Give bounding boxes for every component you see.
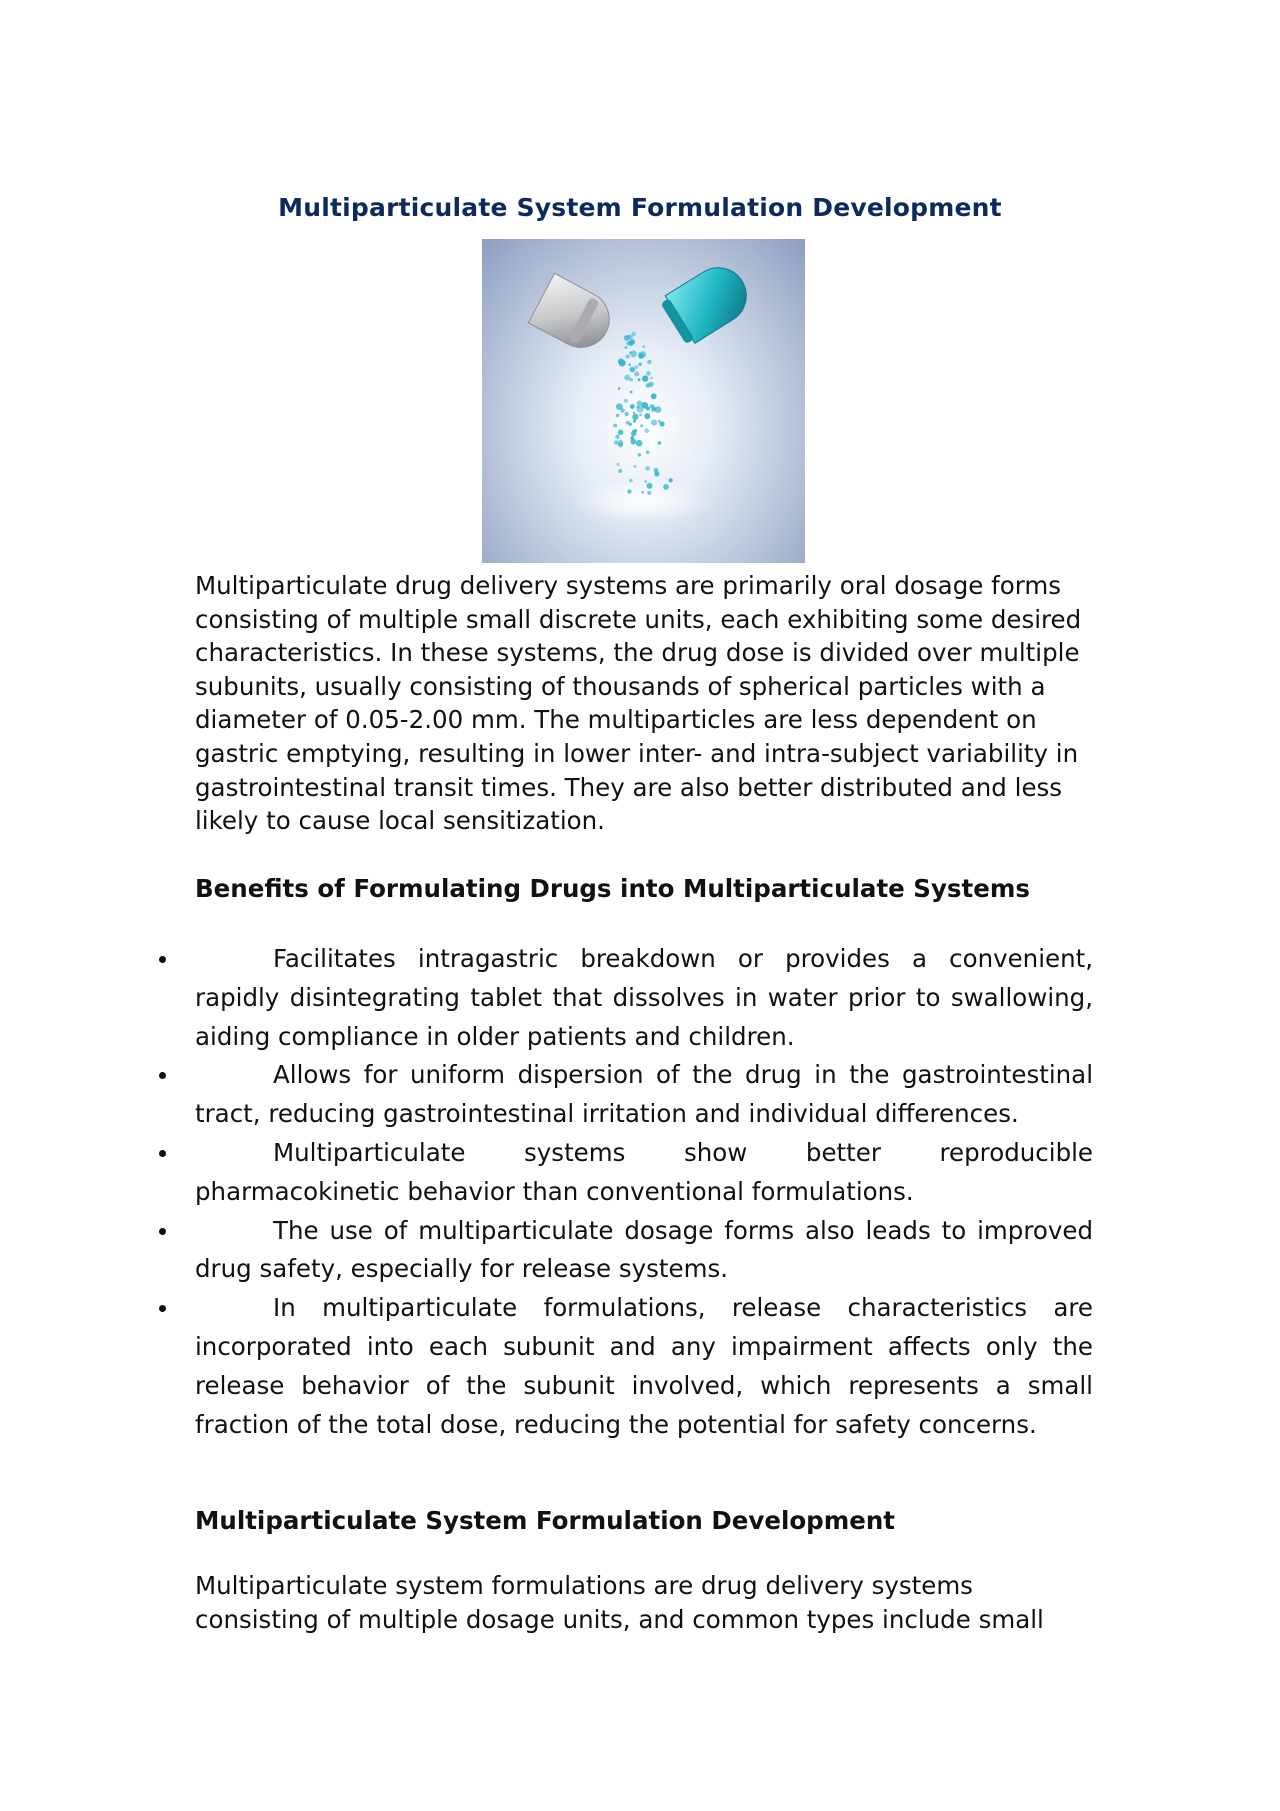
particle-dot — [620, 408, 625, 413]
benefits-heading: Benefits of Formulating Drugs into Multiparticulate Systems — [195, 874, 1030, 903]
bullet-icon — [159, 1228, 166, 1235]
particle-dot — [627, 335, 630, 338]
particle-dot — [650, 377, 652, 379]
particle-dot — [640, 424, 643, 427]
particle-dot — [639, 354, 644, 359]
page-title: Multiparticulate System Formulation Development — [278, 192, 1002, 222]
particle-dot — [618, 440, 624, 446]
particle-dot — [639, 413, 642, 416]
particle-dot — [629, 479, 633, 483]
drug-particles — [613, 332, 673, 495]
particle-dot — [625, 354, 629, 358]
particle-dot — [625, 412, 629, 416]
particle-dot — [654, 472, 659, 477]
particle-dot — [632, 433, 635, 436]
development-heading: Multiparticulate System Formulation Development — [195, 1506, 896, 1535]
particle-dot — [669, 478, 673, 482]
particle-dot — [627, 341, 632, 346]
benefits-list — [0, 940, 1280, 1444]
particle-dot — [626, 421, 630, 425]
bullet-icon — [159, 1150, 166, 1157]
particle-dot — [638, 363, 641, 366]
particle-dot — [629, 351, 632, 354]
particle-dot — [613, 424, 617, 428]
particle-dot — [647, 483, 653, 489]
particle-dot — [633, 412, 635, 414]
bullet-icon — [159, 956, 166, 963]
list-item: In multiparticulate formulations, release characteristics are incorporated into each subunit and any impairment affects only the release behavior of the subunit involved, which represents a small fraction of the total dose, reducing the potential for safety concerns. — [195, 1289, 1093, 1444]
particle-dot — [651, 393, 657, 399]
particle-dot — [625, 346, 628, 349]
particle-dot — [617, 435, 620, 438]
grey-capsule-half — [528, 273, 619, 357]
particle-dot — [642, 345, 645, 348]
particle-dot — [645, 466, 650, 471]
particle-dot — [634, 465, 637, 468]
particle-dot — [630, 367, 636, 373]
list-item: Multiparticulate systems show better reproducible pharmacokinetic behavior than conventional formulations. — [195, 1134, 1093, 1212]
particle-dot — [646, 383, 651, 388]
bullet-icon — [159, 1305, 166, 1312]
particle-dot — [641, 402, 648, 409]
particle-dot — [630, 391, 633, 394]
capsule-releasing-particles-image — [482, 239, 805, 563]
particle-dot — [645, 429, 650, 434]
particle-dot — [628, 363, 631, 366]
particle-dot — [644, 413, 650, 419]
particle-dot — [634, 372, 639, 377]
particle-dot — [663, 484, 669, 490]
teal-capsule-half — [658, 257, 756, 347]
particle-dot — [618, 430, 624, 436]
development-paragraph: Multiparticulate system formulations are drug delivery systems consisting of multiple dosage units, and common types include small — [195, 1571, 1044, 1634]
particle-dot — [636, 440, 643, 447]
particle-dot — [627, 489, 631, 493]
particle-dot — [629, 378, 633, 382]
particle-dot — [618, 359, 624, 365]
particle-dot — [642, 375, 648, 381]
particle-dot — [658, 420, 661, 423]
list-item: Facilitates intragastric breakdown or provides a convenient, rapidly disintegrating tablet that dissolves in water prior to swallowing, aiding compliance in older patients and children. — [195, 940, 1093, 1056]
particle-dot — [632, 414, 638, 420]
particle-dot — [630, 436, 634, 440]
particle-dot — [651, 420, 657, 426]
list-item: Allows for uniform dispersion of the drug in the gastrointestinal tract, reducing gastrointestinal irritation and individual differences. — [195, 1056, 1093, 1134]
particle-dot — [646, 451, 650, 455]
particle-dot — [618, 387, 621, 390]
particle-dot — [634, 429, 637, 432]
particle-dot — [655, 406, 661, 412]
capsule-illustration — [482, 239, 805, 563]
bullet-icon — [159, 1072, 166, 1079]
particle-dot — [638, 453, 641, 456]
particle-dot — [638, 378, 641, 381]
particle-dot — [658, 441, 661, 444]
particle-dot — [646, 371, 651, 376]
particle-dot — [647, 491, 651, 495]
particle-dot — [624, 399, 628, 403]
particle-dot — [618, 469, 622, 473]
particle-dot — [630, 404, 635, 409]
intro-paragraph: Multiparticulate drug delivery systems are primarily oral dosage forms consisting of multiple small discrete units, each exhibiting some desired characteristics. In these systems, the drug dose is divided over multiple subunits, usually consisting of thousands of spherical particles with a diameter of 0.05-2.00 mm. The multiparticles are less dependent on gastric emptying, resulting in lower inter- and intra-subject variability in gastrointestinal transit times. They are also better distributed and less likely to cause local sensitization. — [195, 571, 1082, 836]
particle-dot — [617, 463, 620, 466]
particle-dot — [644, 480, 647, 483]
list-item: The use of multiparticulate dosage forms also leads to improved drug safety, especially for release systems. — [195, 1212, 1093, 1290]
particle-dot — [616, 414, 620, 418]
particle-dot — [647, 360, 651, 364]
particle-dot — [635, 365, 639, 369]
particle-dot — [651, 406, 655, 410]
particle-dot — [641, 491, 644, 494]
